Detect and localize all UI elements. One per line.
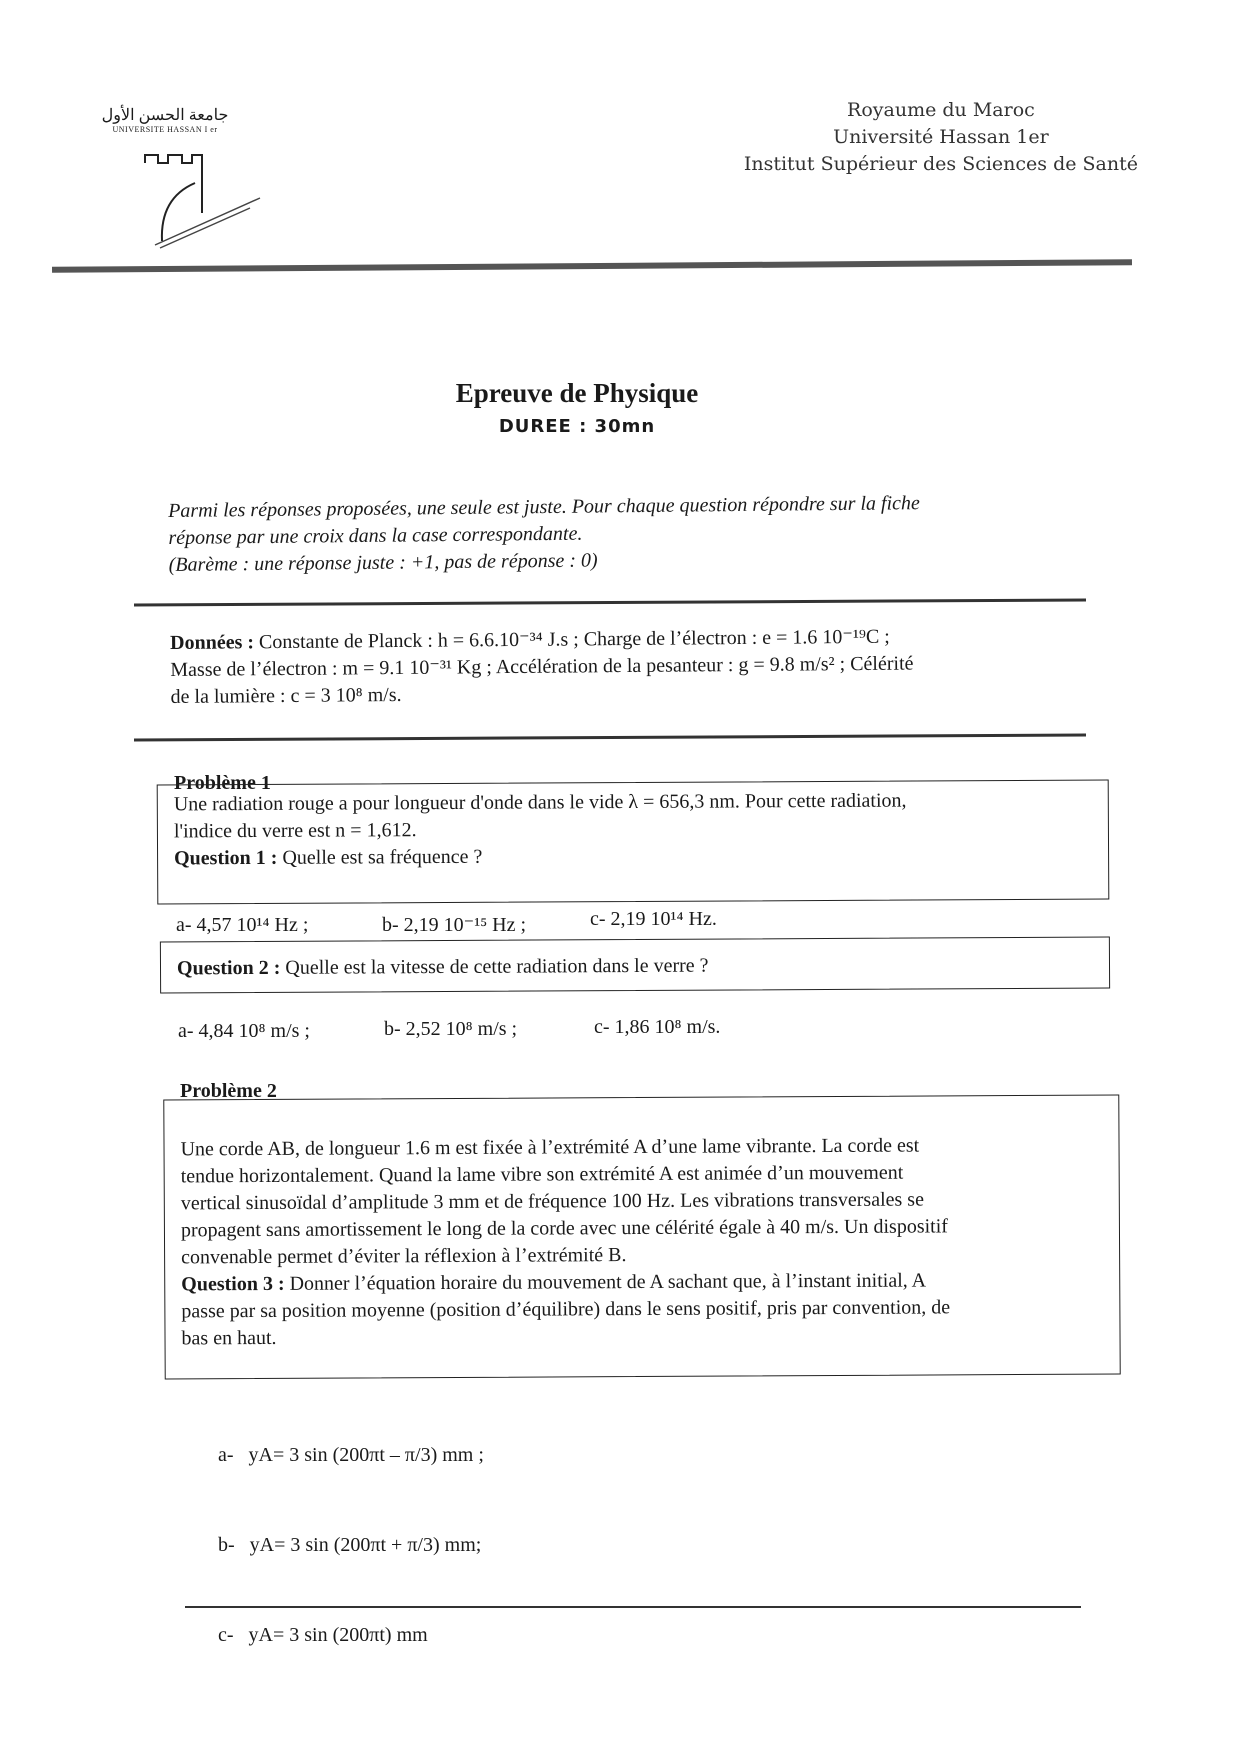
question-label: Question 1 : [174,846,278,870]
answer-b: b- 2,19 10⁻¹⁵ Hz ; [382,914,527,936]
question-text: Quelle est la vitesse de cette radiation dans le verre ? [280,954,709,979]
problem-text: vertical sinusoïdal d’amplitude 3 mm et de fréquence 100 Hz. Les vibrations transversales se [180,1188,924,1215]
data-label: Données : [170,631,255,654]
instructions [168,490,921,579]
divider [134,599,1086,607]
data-section [170,622,1061,711]
data-line: Constante de Planck : h = 6.6.10⁻³⁴ J.s ; Charge de l’électron : e = 1.6 10⁻¹⁹C ; [258,625,890,654]
problem-text: propagent sans amortissement le long de la corde avec une célérité égale à 40 m/s. Un dispositif [180,1215,948,1242]
logo-latin: UNIVERSITE HASSAN I er [112,125,218,134]
question-text: bas en haut. [181,1326,277,1350]
q3-answers [218,1380,484,1710]
divider [134,734,1086,742]
exam-duration: DUREE : 30mn [498,416,656,437]
exam-title: Epreuve de Physique [455,378,699,408]
problem-1-box [157,780,1110,905]
problem-text: tendue horizontalement. Quand la lame vibre son extrémité A est animée d’un mouvement [180,1161,904,1188]
question-text: Quelle est sa fréquence ? [277,845,483,869]
question-label: Question 3 : [181,1272,285,1296]
question-text: Donner l’équation horaire du mouvement de A sachant que, à l’instant initial, A [284,1269,927,1295]
answer-b: b- 2,52 10⁸ m/s ; [384,1018,518,1040]
header-line-institute: Institut Supérieur des Sciences de Santé [743,153,1138,175]
instruction-line: réponse par une croix dans la case correspondante. [168,522,583,549]
header-divider [52,259,1132,273]
data-line: Masse de l’électron : m = 9.1 10⁻³¹ Kg ; Accélération de la pesanteur : g = 9.8 m/s² ; Célérité [170,652,914,681]
logo-arabic: جامعة الحسن الأول [101,107,229,124]
header-line-kingdom: Royaume du Maroc [847,99,1035,121]
logo-emblem-icon [140,153,320,253]
problem-text: Une radiation rouge a pour longueur d'onde dans le vide λ = 656,3 nm. Pour cette radiation, [173,789,907,816]
answer-c: c- 1,86 10⁸ m/s. [594,1016,721,1038]
answer-a: a- 4,57 10¹⁴ Hz ; [176,914,309,936]
problem-1-title: Problème 1 [174,772,271,794]
question-label: Question 2 : [176,956,281,980]
header-line-university: Université Hassan 1er [833,126,1049,148]
footer-divider [185,1606,1081,1608]
answer-c: c- 2,19 10¹⁴ Hz. [590,908,717,930]
instruction-line: Parmi les réponses proposées, une seule est juste. Pour chaque question répondre sur la fiche [168,492,920,522]
question-2-box [160,937,1110,994]
answer-b: b- yA= 3 sin (200πt + π/3) mm; [218,1534,482,1556]
answer-a: a- 4,84 10⁸ m/s ; [178,1020,310,1042]
problem-text: Une corde AB, de longueur 1.6 m est fixée à l’extrémité A d’une lame vibrante. La corde est [180,1134,920,1161]
answer-c: c- yA= 3 sin (200πt) mm [218,1624,428,1646]
university-logo [90,105,270,245]
scoring-line: (Barème : une réponse juste : +1, pas de réponse : 0) [168,549,598,576]
data-line: de la lumière : c = 3 10⁸ m/s. [170,683,402,708]
institution-header [744,97,1138,178]
problem-2-title: Problème 2 [180,1080,277,1102]
problem-text: l'indice du verre est n = 1,612. [173,819,417,843]
problem-text: convenable permet d’éviter la réflexion à l’extrémité B. [181,1244,627,1269]
answer-a: a- yA= 3 sin (200πt – π/3) mm ; [218,1444,484,1466]
problem-2-box [163,1094,1120,1379]
question-text: passe par sa position moyenne (position d’équilibre) dans le sens positif, pris par convention, de [181,1296,951,1323]
